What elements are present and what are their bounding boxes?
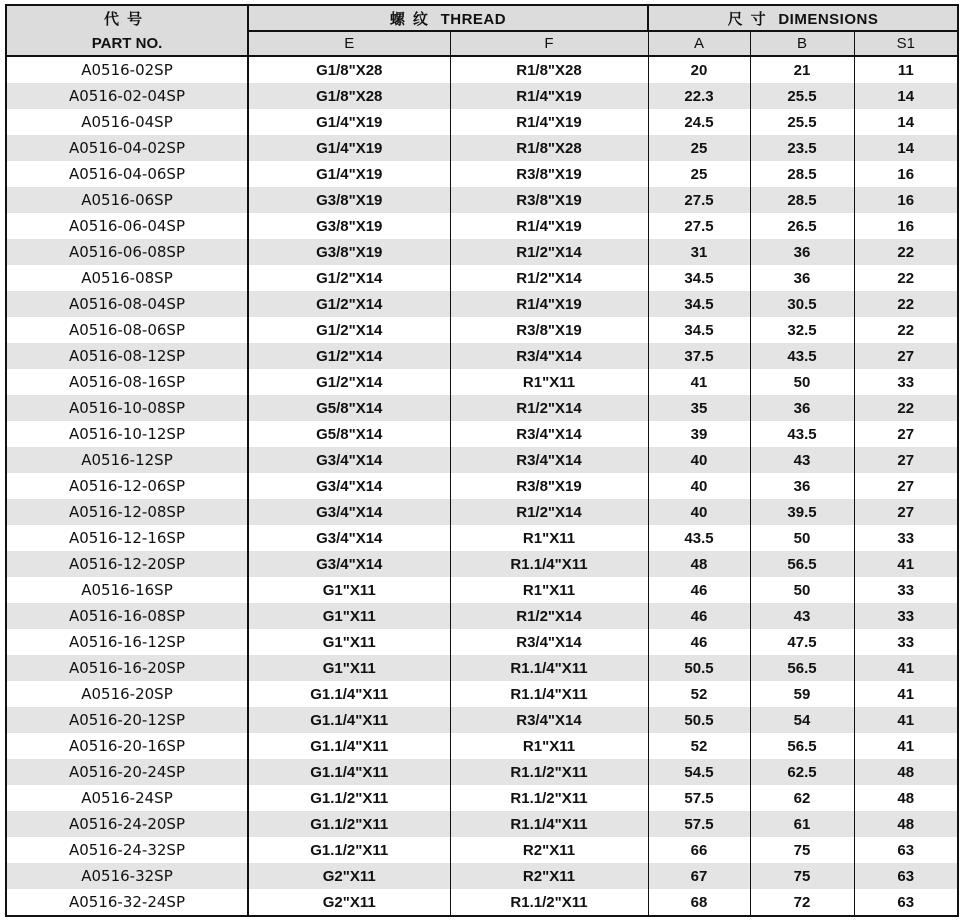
thread-f-cell: R1.1/4"X11 [450, 681, 648, 707]
thread-e-cell: G1"X11 [248, 603, 450, 629]
thread-e-cell: G3/4"X14 [248, 525, 450, 551]
dim-b-cell: 39.5 [750, 499, 854, 525]
part-number-cell: A0516-10-08SP [6, 395, 248, 421]
spec-sheet [5, 4, 957, 912]
thread-e-cell: G1/4"X19 [248, 161, 450, 187]
table-row [6, 681, 958, 707]
dim-s1-cell: 22 [854, 265, 958, 291]
dim-s1-cell: 33 [854, 603, 958, 629]
dim-b-cell: 56.5 [750, 733, 854, 759]
dim-b-cell: 50 [750, 525, 854, 551]
table-row [6, 551, 958, 577]
table-row [6, 317, 958, 343]
dimensions-table [5, 4, 959, 917]
dim-s1-cell: 41 [854, 681, 958, 707]
dim-s1-cell: 27 [854, 447, 958, 473]
dim-s1-cell: 16 [854, 187, 958, 213]
part-number-cell: A0516-04SP [6, 109, 248, 135]
thread-e-cell: G1"X11 [248, 655, 450, 681]
part-number-cell: A0516-16-12SP [6, 629, 248, 655]
part-number-cell: A0516-08-04SP [6, 291, 248, 317]
thread-e-cell: G1.1/4"X11 [248, 733, 450, 759]
col-f-header: F [450, 31, 648, 56]
dim-a-cell: 54.5 [648, 759, 750, 785]
dim-a-cell: 37.5 [648, 343, 750, 369]
dim-s1-cell: 63 [854, 837, 958, 863]
dim-a-cell: 25 [648, 161, 750, 187]
dim-s1-cell: 22 [854, 291, 958, 317]
table-row [6, 603, 958, 629]
thread-f-cell: R1"X11 [450, 733, 648, 759]
table-row [6, 707, 958, 733]
part-number-cell: A0516-08-06SP [6, 317, 248, 343]
thread-f-cell: R3/8"X19 [450, 161, 648, 187]
col-e-header: E [248, 31, 450, 56]
dim-b-cell: 36 [750, 239, 854, 265]
col-s1-header: S1 [854, 31, 958, 56]
part-number-cell: A0516-12-06SP [6, 473, 248, 499]
dim-s1-cell: 27 [854, 421, 958, 447]
part-no-header: PART NO. [6, 31, 248, 56]
table-row [6, 447, 958, 473]
dim-a-cell: 27.5 [648, 187, 750, 213]
dim-s1-cell: 22 [854, 395, 958, 421]
part-cn-label: 代号 [103, 11, 150, 28]
dim-a-cell: 41 [648, 369, 750, 395]
dim-a-cell: 66 [648, 837, 750, 863]
dim-s1-cell: 14 [854, 135, 958, 161]
table-row [6, 785, 958, 811]
thread-f-cell: R2"X11 [450, 837, 648, 863]
dim-s1-cell: 11 [854, 56, 958, 83]
part-number-cell: A0516-06-08SP [6, 239, 248, 265]
table-row [6, 83, 958, 109]
thread-e-cell: G1.1/2"X11 [248, 837, 450, 863]
dim-s1-cell: 22 [854, 317, 958, 343]
thread-f-cell: R1/2"X14 [450, 239, 648, 265]
thread-f-cell: R1.1/2"X11 [450, 785, 648, 811]
dim-s1-cell: 41 [854, 707, 958, 733]
part-number-cell: A0516-20-24SP [6, 759, 248, 785]
thread-e-cell: G3/4"X14 [248, 499, 450, 525]
table-row [6, 577, 958, 603]
table-row [6, 525, 958, 551]
thread-f-cell: R1.1/2"X11 [450, 759, 648, 785]
thread-f-cell: R3/8"X19 [450, 473, 648, 499]
dim-s1-cell: 16 [854, 213, 958, 239]
thread-e-cell: G1/2"X14 [248, 369, 450, 395]
dim-a-cell: 35 [648, 395, 750, 421]
part-number-cell: A0516-16SP [6, 577, 248, 603]
dim-b-cell: 43 [750, 447, 854, 473]
thread-e-cell: G2"X11 [248, 889, 450, 916]
dim-b-cell: 50 [750, 577, 854, 603]
dim-a-cell: 46 [648, 577, 750, 603]
dim-s1-cell: 33 [854, 577, 958, 603]
dim-a-cell: 57.5 [648, 785, 750, 811]
thread-e-cell: G5/8"X14 [248, 421, 450, 447]
dim-a-cell: 52 [648, 733, 750, 759]
dim-b-cell: 72 [750, 889, 854, 916]
table-row [6, 395, 958, 421]
table-row [6, 239, 958, 265]
table-row [6, 161, 958, 187]
dim-s1-cell: 33 [854, 629, 958, 655]
col-b-header: B [750, 31, 854, 56]
part-number-cell: A0516-24-32SP [6, 837, 248, 863]
dim-b-cell: 62.5 [750, 759, 854, 785]
dim-b-cell: 61 [750, 811, 854, 837]
table-row [6, 56, 958, 83]
part-number-cell: A0516-20-16SP [6, 733, 248, 759]
dim-b-cell: 26.5 [750, 213, 854, 239]
dim-s1-cell: 48 [854, 811, 958, 837]
dim-b-cell: 36 [750, 265, 854, 291]
thread-e-cell: G3/4"X14 [248, 551, 450, 577]
dim-b-cell: 36 [750, 473, 854, 499]
part-number-cell: A0516-24SP [6, 785, 248, 811]
dim-a-cell: 50.5 [648, 707, 750, 733]
thread-f-cell: R1"X11 [450, 577, 648, 603]
table-row [6, 135, 958, 161]
part-number-cell: A0516-12-08SP [6, 499, 248, 525]
header-row-columns [6, 31, 958, 56]
thread-f-cell: R1.1/4"X11 [450, 811, 648, 837]
thread-e-cell: G1"X11 [248, 577, 450, 603]
dim-s1-cell: 63 [854, 889, 958, 916]
dim-cn-label: 尺寸 [727, 10, 774, 28]
thread-f-cell: R3/4"X14 [450, 707, 648, 733]
dim-b-cell: 59 [750, 681, 854, 707]
thread-f-cell: R3/4"X14 [450, 447, 648, 473]
dim-a-cell: 68 [648, 889, 750, 916]
dim-s1-cell: 41 [854, 655, 958, 681]
dim-a-cell: 50.5 [648, 655, 750, 681]
thread-f-cell: R3/4"X14 [450, 343, 648, 369]
dim-a-cell: 34.5 [648, 291, 750, 317]
dim-s1-cell: 14 [854, 109, 958, 135]
dim-a-cell: 67 [648, 863, 750, 889]
thread-f-cell: R3/4"X14 [450, 421, 648, 447]
table-row [6, 499, 958, 525]
dim-b-cell: 23.5 [750, 135, 854, 161]
thread-e-cell: G1/2"X14 [248, 343, 450, 369]
col-a-header: A [648, 31, 750, 56]
table-row [6, 811, 958, 837]
dim-a-cell: 31 [648, 239, 750, 265]
part-number-cell: A0516-24-20SP [6, 811, 248, 837]
dim-b-cell: 36 [750, 395, 854, 421]
dim-s1-cell: 27 [854, 499, 958, 525]
dim-a-cell: 46 [648, 603, 750, 629]
part-number-cell: A0516-20SP [6, 681, 248, 707]
dim-s1-cell: 41 [854, 733, 958, 759]
dim-b-cell: 25.5 [750, 109, 854, 135]
dim-b-cell: 30.5 [750, 291, 854, 317]
dim-a-cell: 52 [648, 681, 750, 707]
dim-a-cell: 22.3 [648, 83, 750, 109]
thread-f-cell: R1/2"X14 [450, 395, 648, 421]
thread-e-cell: G3/8"X19 [248, 187, 450, 213]
dim-a-cell: 43.5 [648, 525, 750, 551]
dim-s1-cell: 27 [854, 343, 958, 369]
table-row [6, 265, 958, 291]
dim-a-cell: 40 [648, 499, 750, 525]
thread-cn-label: 螺纹 [389, 10, 436, 28]
part-number-cell: A0516-12-20SP [6, 551, 248, 577]
dim-a-cell: 48 [648, 551, 750, 577]
thread-e-cell: G1/8"X28 [248, 56, 450, 83]
thread-f-cell: R1/8"X28 [450, 56, 648, 83]
table-row [6, 343, 958, 369]
part-number-cell: A0516-06-04SP [6, 213, 248, 239]
thread-f-cell: R1/2"X14 [450, 603, 648, 629]
table-row [6, 863, 958, 889]
header-row-groups [6, 5, 958, 31]
thread-f-cell: R3/8"X19 [450, 317, 648, 343]
thread-e-cell: G3/4"X14 [248, 447, 450, 473]
thread-f-cell: R3/4"X14 [450, 629, 648, 655]
dim-a-cell: 20 [648, 56, 750, 83]
dim-a-cell: 24.5 [648, 109, 750, 135]
thread-e-cell: G1.1/4"X11 [248, 759, 450, 785]
part-number-cell: A0516-06SP [6, 187, 248, 213]
table-row [6, 629, 958, 655]
dim-b-cell: 43 [750, 603, 854, 629]
dimensions-group-header [648, 5, 958, 31]
thread-e-cell: G1.1/4"X11 [248, 707, 450, 733]
thread-e-cell: G3/4"X14 [248, 473, 450, 499]
thread-f-cell: R2"X11 [450, 863, 648, 889]
thread-f-cell: R1"X11 [450, 369, 648, 395]
thread-e-cell: G1/2"X14 [248, 291, 450, 317]
table-row [6, 291, 958, 317]
thread-e-cell: G1/8"X28 [248, 83, 450, 109]
dim-b-cell: 47.5 [750, 629, 854, 655]
table-row [6, 473, 958, 499]
part-number-cell: A0516-20-12SP [6, 707, 248, 733]
dim-a-cell: 34.5 [648, 317, 750, 343]
thread-e-cell: G1.1/2"X11 [248, 811, 450, 837]
thread-f-cell: R1/4"X19 [450, 109, 648, 135]
table-row [6, 421, 958, 447]
table-body [6, 56, 958, 916]
dim-a-cell: 25 [648, 135, 750, 161]
part-number-cell: A0516-32SP [6, 863, 248, 889]
dim-b-cell: 54 [750, 707, 854, 733]
table-row [6, 109, 958, 135]
dim-b-cell: 43.5 [750, 343, 854, 369]
thread-e-cell: G1.1/2"X11 [248, 785, 450, 811]
thread-e-cell: G1.1/4"X11 [248, 681, 450, 707]
dim-a-cell: 57.5 [648, 811, 750, 837]
part-cn-header [6, 5, 248, 31]
thread-f-cell: R1.1/4"X11 [450, 655, 648, 681]
part-number-cell: A0516-08-16SP [6, 369, 248, 395]
thread-f-cell: R3/8"X19 [450, 187, 648, 213]
part-number-cell: A0516-04-06SP [6, 161, 248, 187]
table-row [6, 837, 958, 863]
thread-e-cell: G1/2"X14 [248, 317, 450, 343]
thread-e-cell: G1/4"X19 [248, 135, 450, 161]
dim-a-cell: 27.5 [648, 213, 750, 239]
dim-b-cell: 25.5 [750, 83, 854, 109]
part-number-cell: A0516-10-12SP [6, 421, 248, 447]
part-number-cell: A0516-02SP [6, 56, 248, 83]
table-header [6, 5, 958, 56]
thread-f-cell: R1/4"X19 [450, 291, 648, 317]
part-number-cell: A0516-16-08SP [6, 603, 248, 629]
thread-en-label: THREAD [440, 10, 507, 28]
dim-a-cell: 39 [648, 421, 750, 447]
dim-b-cell: 56.5 [750, 551, 854, 577]
table-row [6, 759, 958, 785]
dim-a-cell: 40 [648, 447, 750, 473]
part-number-cell: A0516-08SP [6, 265, 248, 291]
part-number-cell: A0516-32-24SP [6, 889, 248, 916]
thread-e-cell: G2"X11 [248, 863, 450, 889]
part-number-cell: A0516-12-16SP [6, 525, 248, 551]
thread-e-cell: G1/2"X14 [248, 265, 450, 291]
table-row [6, 213, 958, 239]
thread-group-header [248, 5, 648, 31]
thread-f-cell: R1"X11 [450, 525, 648, 551]
part-number-cell: A0516-08-12SP [6, 343, 248, 369]
dim-s1-cell: 27 [854, 473, 958, 499]
thread-e-cell: G3/8"X19 [248, 239, 450, 265]
dim-s1-cell: 48 [854, 785, 958, 811]
part-number-cell: A0516-12SP [6, 447, 248, 473]
dim-a-cell: 40 [648, 473, 750, 499]
thread-e-cell: G5/8"X14 [248, 395, 450, 421]
thread-e-cell: G1"X11 [248, 629, 450, 655]
part-number-cell: A0516-02-04SP [6, 83, 248, 109]
dim-s1-cell: 14 [854, 83, 958, 109]
table-row [6, 369, 958, 395]
dim-b-cell: 28.5 [750, 161, 854, 187]
dim-b-cell: 75 [750, 837, 854, 863]
dim-b-cell: 28.5 [750, 187, 854, 213]
thread-f-cell: R1/2"X14 [450, 265, 648, 291]
thread-f-cell: R1.1/4"X11 [450, 551, 648, 577]
thread-e-cell: G3/8"X19 [248, 213, 450, 239]
dim-b-cell: 75 [750, 863, 854, 889]
thread-f-cell: R1/2"X14 [450, 499, 648, 525]
table-row [6, 733, 958, 759]
thread-f-cell: R1.1/2"X11 [450, 889, 648, 916]
dim-s1-cell: 22 [854, 239, 958, 265]
thread-e-cell: G1/4"X19 [248, 109, 450, 135]
dim-b-cell: 50 [750, 369, 854, 395]
dim-s1-cell: 41 [854, 551, 958, 577]
dim-s1-cell: 33 [854, 525, 958, 551]
dim-b-cell: 32.5 [750, 317, 854, 343]
thread-f-cell: R1/4"X19 [450, 213, 648, 239]
part-number-cell: A0516-16-20SP [6, 655, 248, 681]
table-row [6, 889, 958, 916]
dim-b-cell: 43.5 [750, 421, 854, 447]
dim-b-cell: 56.5 [750, 655, 854, 681]
dim-b-cell: 62 [750, 785, 854, 811]
dim-s1-cell: 33 [854, 369, 958, 395]
part-number-cell: A0516-04-02SP [6, 135, 248, 161]
dim-en-label: DIMENSIONS [778, 10, 879, 28]
dim-a-cell: 46 [648, 629, 750, 655]
dim-s1-cell: 48 [854, 759, 958, 785]
dim-a-cell: 34.5 [648, 265, 750, 291]
thread-f-cell: R1/4"X19 [450, 83, 648, 109]
dim-s1-cell: 16 [854, 161, 958, 187]
dim-b-cell: 21 [750, 56, 854, 83]
thread-f-cell: R1/8"X28 [450, 135, 648, 161]
table-row [6, 187, 958, 213]
table-row [6, 655, 958, 681]
dim-s1-cell: 63 [854, 863, 958, 889]
